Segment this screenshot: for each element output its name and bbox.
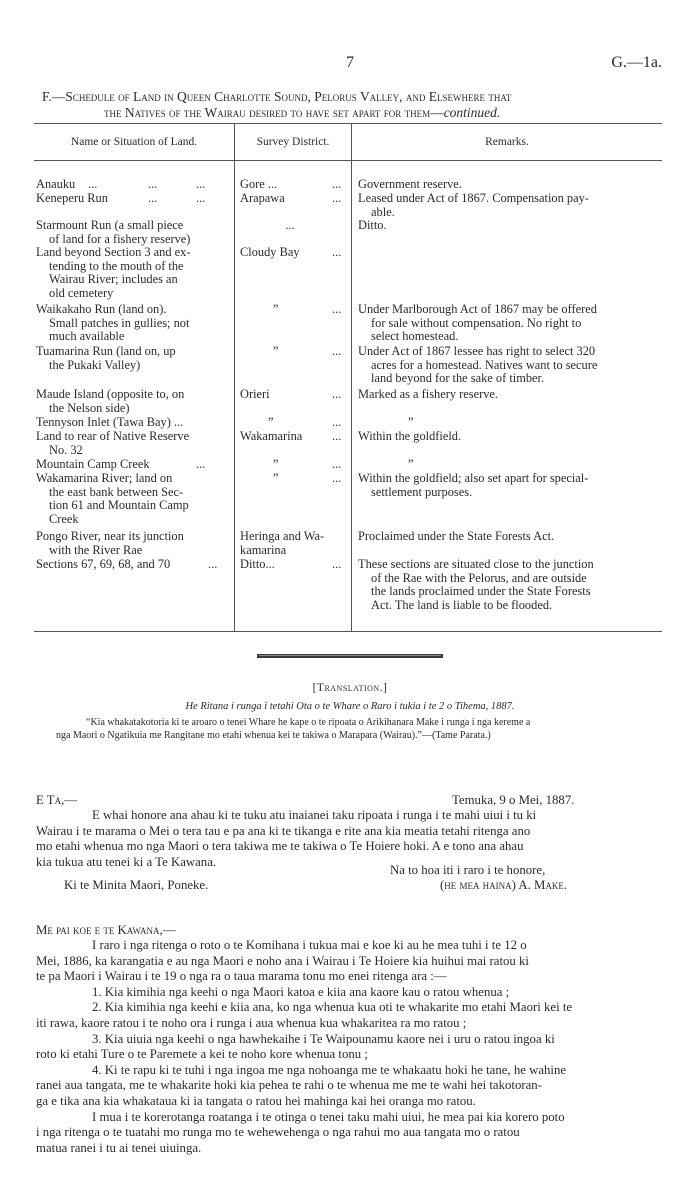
report-line: roto ki etahi Ture o te Paremete a kei te noho kore whenua tonu ;: [36, 1047, 368, 1062]
heading-continued: continued.: [443, 105, 501, 120]
schedule-heading-line2: [42, 105, 662, 121]
leader-dots: ...: [148, 191, 158, 205]
remarks-line: of the Rae with the Pelorus, and are outside: [371, 570, 587, 585]
land-name-cont: Wairau River; includes an: [49, 272, 178, 287]
ditto-mark: ”: [408, 415, 414, 429]
land-name: Pongo River, near its junction: [36, 529, 184, 543]
land-name: Waikakaho Run (land on).: [36, 302, 167, 316]
land-name-cont: old cemetery: [49, 285, 114, 300]
table-row-district: [240, 178, 352, 192]
land-name-cont: the Nelson side): [49, 400, 130, 415]
table-row-remarks: [358, 558, 656, 612]
remarks-line: able.: [371, 204, 395, 219]
land-name: Land beyond Section 3 and ex-: [36, 245, 191, 259]
quote-line: nga Maori o Ngatikuia me Rangitane mo etahi whenua kei te takiwa o Marapara (Wairau).”—(Tame Parata.): [56, 730, 491, 741]
report-line: 2. Kia kimihia nga keehi e kiia ana, ko nga whenua kua oti te whakarite mo etahi Maori kei te: [92, 1000, 573, 1015]
report-line: i nga ritenga o te tuatahi mo runga mo te wehewehenga o nga rahui mo aua tangata mo o ratou: [36, 1125, 520, 1140]
table-row-district: ...: [285, 218, 295, 232]
table-row-name: Tennyson Inlet (Tawa Bay) ...: [36, 415, 184, 429]
remarks-line: Act. The land is liable to be flooded.: [371, 597, 553, 612]
remarks-line: the lands proclaimed under the State Forests: [371, 584, 591, 599]
report-body: [36, 938, 676, 1156]
letter-line: E whai honore ana ahau ki te tuku atu inaianei taku ripoata i runga i te mahi uiui i tu ki: [92, 808, 537, 822]
letter-salutation: E Ta,—: [36, 793, 78, 807]
table-row-remarks: Ditto.: [358, 218, 387, 232]
district-name: Arapawa: [240, 191, 285, 205]
table-row-name: [36, 219, 231, 246]
remarks-line: Under Marlborough Act of 1867 may be offered: [358, 302, 597, 316]
table-row-name: [36, 430, 231, 457]
report-line: I raro i nga ritenga o roto o te Komihana i tukua mai e koe ki au he mea tuhi i te 12 o: [92, 938, 527, 952]
ditto-mark: ”: [273, 471, 279, 485]
report-line: matua ranei i tu ai tenei uiuinga.: [36, 1140, 202, 1155]
ditto-mark: ”: [273, 302, 279, 316]
report-line: te pa Maori i Wairau i te 19 o nga ra o taua marama tonu mo enei ritenga ara :—: [36, 969, 447, 984]
table-row-remarks: Within the goldfield.: [358, 429, 462, 443]
report-salutation: Me pai koe e te Kawana,—: [36, 923, 176, 937]
district-name: Wakamarina: [240, 429, 303, 443]
district-name: Cloudy Bay: [240, 245, 300, 259]
remarks-line: settlement purposes.: [371, 484, 473, 499]
column-header-name: Name or Situation of Land.: [70, 136, 198, 148]
land-name: Maude Island (opposite to, on: [36, 387, 185, 401]
report-line: iti rawa, kaore ratou i te noho ora i runga i aua whenua kua whakaritea ra mo ratou ;: [36, 1015, 467, 1030]
table-row-remarks: [358, 472, 656, 499]
land-name-cont: No. 32: [49, 442, 83, 457]
translation-title: [Translation.]: [312, 682, 388, 694]
letter-body: [36, 808, 676, 870]
table-bottom-rule: [34, 631, 662, 632]
land-name: Wakamarina River; land on: [36, 471, 173, 485]
land-name: Land to rear of Native Reserve: [36, 429, 190, 443]
remarks-line: acres for a homestead. Natives want to secure: [371, 357, 598, 372]
leader-dots: ...: [88, 177, 98, 191]
land-name: Anauku: [36, 177, 76, 191]
table-row-district: [240, 558, 352, 572]
table-row-district: [240, 430, 352, 444]
table-row-name: [36, 558, 231, 572]
parliamentary-paper-code: G.—1a.: [611, 54, 662, 71]
leader-dots: ...: [332, 191, 342, 205]
leader-dots: ...: [196, 191, 206, 205]
land-name-cont: with the River Rae: [49, 542, 143, 557]
land-name: Tuamarina Run (land on, up: [36, 344, 176, 358]
remarks-line: Under Act of 1867 lessee has right to select 320: [358, 344, 596, 358]
leader-dots: ...: [332, 177, 342, 191]
remarks-line: Leased under Act of 1867. Compensation pay-: [358, 191, 589, 205]
land-name: Starmount Run (a small piece: [36, 218, 184, 232]
table-row-remarks: Marked as a fishery reserve.: [358, 387, 499, 401]
table-row-remarks: [358, 303, 656, 344]
table-row-name: [36, 472, 231, 526]
table-row-name: [36, 192, 231, 206]
report-line: ga e tika ana kia whakataua ki ia tangata o ratou hei mahinga kai hei oranga mo ratou.: [36, 1093, 476, 1108]
translation-subtitle: He Ritana i runga i tetahi Ota o te Whare o Raro i tukia i te 2 o Tihema, 1887.: [185, 701, 515, 712]
leader-dots: ...: [332, 471, 342, 485]
leader-dots: ...: [332, 302, 342, 316]
table-row-name: [36, 345, 231, 372]
letter-closing: Na to hoa iti i raro i te honore,: [390, 863, 546, 877]
table-row-district: [240, 192, 352, 206]
report-line: ranei aua tangata, me te whakarite hoki kia pehea te rahi o te whenua me me te wahi hei takotoran-: [36, 1078, 542, 1093]
land-name-cont: Creek: [49, 511, 79, 526]
district-name: Gore ...: [240, 177, 278, 191]
report-line: 4. Ki te rapu ki te tuhi i nga ingoa me nga nohoanga me te whakaatu hoki he tane, he wahine: [92, 1062, 567, 1077]
district-name: Orieri: [240, 387, 270, 401]
leader-dots: ...: [148, 177, 158, 191]
ditto-mark: ”: [273, 344, 279, 358]
leader-dots: ...: [196, 177, 206, 191]
column-divider-1: [234, 124, 235, 631]
table-row-district: [240, 388, 352, 402]
land-name: Sections 67, 69, 68, and 70: [36, 557, 171, 571]
table-row-name: [36, 388, 231, 415]
ditto-mark: ”: [408, 457, 414, 471]
ditto-mark: ”: [268, 415, 274, 429]
leader-dots: ...: [332, 245, 342, 259]
letter-signature: (he mea haina) A. Make.: [440, 878, 568, 892]
land-name-cont: the east bank between Sec-: [49, 484, 184, 499]
land-name: Keneperu Run: [36, 191, 108, 205]
remarks-line: select homestead.: [371, 329, 459, 344]
table-row-district: [240, 246, 352, 260]
district-name: Ditto...: [240, 557, 275, 571]
remarks-line: land beyond for the sake of timber.: [371, 371, 545, 386]
translation-quote: [56, 716, 668, 742]
table-header-rule: [34, 160, 662, 161]
leader-dots: ...: [332, 457, 342, 471]
remarks-line: for sale without compensation. No right to: [371, 315, 582, 330]
schedule-heading: [42, 89, 662, 121]
land-name-cont: of land for a fishery reserve): [49, 231, 191, 246]
leader-dots: ...: [332, 387, 342, 401]
land-name-cont: tion 61 and Mountain Camp: [49, 498, 189, 513]
table-row-remarks: [358, 192, 656, 219]
leader-dots: ...: [332, 344, 342, 358]
table-row-remarks: [358, 345, 656, 386]
report-line: I mua i te korerotanga roatanga i te otinga o tenei taku mahi uiui, he mea pai kia korero poto: [92, 1109, 565, 1124]
table-row-district: Heringa and Wa- kamarina: [240, 529, 325, 557]
table-row-name: [36, 178, 231, 192]
quote-line: “Kia whakatakotoria ki te aroaro o tenei Whare he kape o te ripoata o Arikihanara Make i runga i nga kereme a: [86, 717, 531, 728]
ditto-mark: ”: [273, 457, 279, 471]
letter-line: mo etahi whenua mo nga Maori o tera takiwa me te takiwa o Te Hoiere hoki. A e tono ana ahau: [36, 839, 524, 854]
leader-dots: ...: [332, 415, 342, 429]
table-row-remarks: Government reserve.: [358, 177, 462, 191]
land-name-cont: the Pukaki Valley): [49, 357, 141, 372]
report-line: 3. Kia uiuia nga keehi o nga hawhekaihe i Te Waipounamu kaore nei i uru o ratou ingoa ki: [92, 1031, 555, 1046]
section-divider-ornament: [257, 654, 443, 658]
leader-dots: ...: [332, 429, 342, 443]
land-name-cont: Small patches in gullies; not: [49, 315, 190, 330]
heading-line2-text: the Natives of the Wairau desired to have set apart for them—: [104, 105, 444, 120]
letter-line: Wairau i te marama o Mei o tera tau e pa ana ki te tikanga e rite ana kia meatia tetahi ritenga ano: [36, 823, 531, 838]
table-top-rule: [34, 123, 662, 124]
letter-place-date: Temuka, 9 o Mei, 1887.: [452, 793, 575, 807]
land-name-cont: much available: [49, 329, 125, 344]
remarks-line: These sections are situated close to the junction: [358, 557, 594, 571]
letter-line: kia tukua atu tenei ki a Te Kawana.: [36, 854, 217, 869]
leader-dots: ...: [332, 557, 342, 571]
table-row-remarks: Proclaimed under the State Forests Act.: [358, 529, 555, 543]
report-line: 1. Kia kimihia nga keehi o nga Maori katoa e kiia ana kaore kau o ratou whenua ;: [92, 984, 510, 999]
land-name: Mountain Camp Creek: [36, 457, 150, 471]
leader-dots: ...: [208, 557, 218, 571]
leader-dots: ...: [196, 457, 206, 471]
table-row-name: [36, 530, 231, 557]
report-line: Mei, 1886, ka karangatia e au nga Maori e noho ana i Wairau i Te Hoiere kia huihui mai ratou ki: [36, 953, 529, 968]
land-name-cont: tending to the mouth of the: [49, 258, 184, 273]
column-header-district: Survey District.: [256, 136, 330, 148]
table-row-name: [36, 303, 231, 344]
schedule-heading-line1: F.—Schedule of Land in Queen Charlotte Sound, Pelorus Valley, and Elsewhere that: [42, 89, 512, 104]
column-header-remarks: Remarks.: [485, 136, 529, 148]
letter-addressee: Ki te Minita Maori, Poneke.: [64, 878, 209, 892]
page-number: 7: [346, 54, 354, 71]
table-row-name: [36, 246, 231, 300]
table-row-name: [36, 458, 231, 472]
remarks-line: Within the goldfield; also set apart for special-: [358, 471, 589, 485]
